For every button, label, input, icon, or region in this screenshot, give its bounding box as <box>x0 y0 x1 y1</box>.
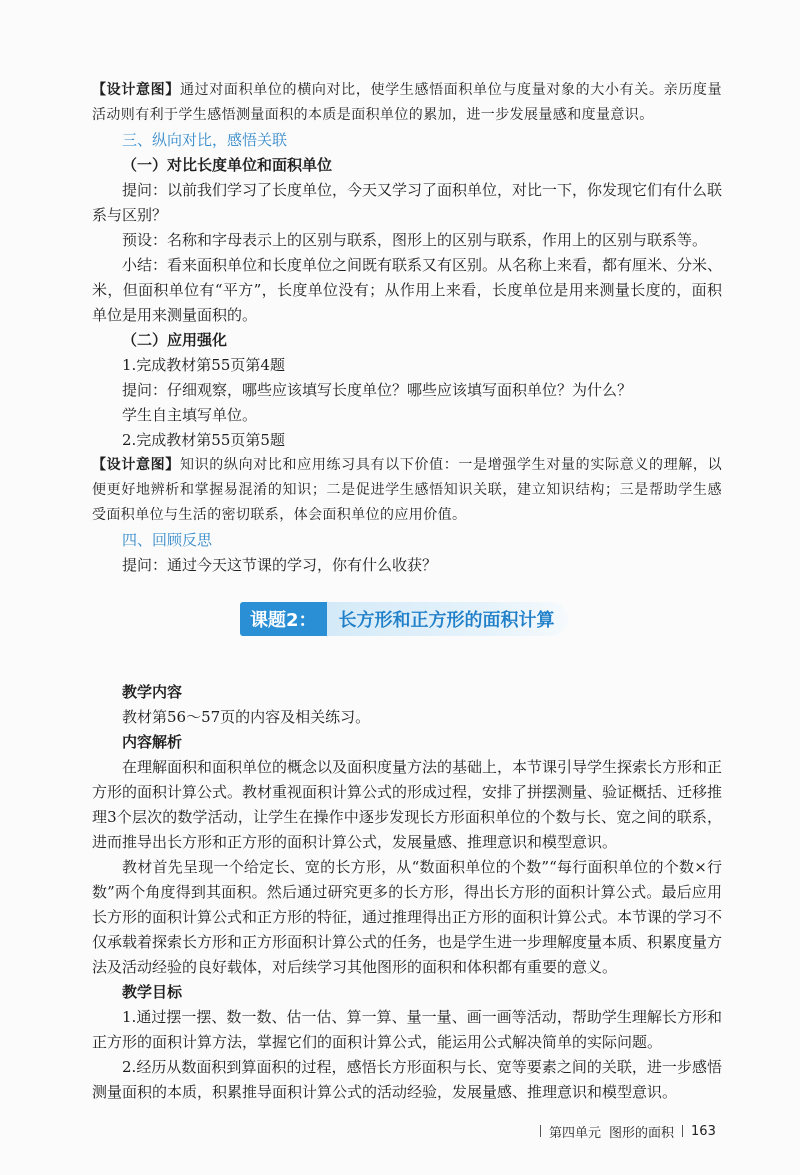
topic-title: 长方形和正方形的面积计算 <box>327 602 568 636</box>
paragraph-goal-1: 1.通过摆一摆、数一数、估一估、算一算、量一量、画一画等活动，帮助学生理解长方形和正方形的面积计算方法，掌握它们的面积计算公式，能运用公式解决简单的实际问题。 <box>92 1008 722 1051</box>
footer-divider <box>540 1125 541 1137</box>
footer-divider <box>682 1125 683 1137</box>
footer-unit: 第四单元 <box>549 1125 602 1141</box>
design-intent-tag: 【设计意图】 <box>92 457 180 473</box>
paragraph-preset: 预设：名称和字母表示上的区别与联系，图形上的区别与联系，作用上的区别与联系等。 <box>122 231 708 249</box>
design-intent-1 <box>92 78 722 128</box>
page-number: 163 <box>691 1123 716 1139</box>
section-heading-review: 四、回顾反思 <box>122 531 213 549</box>
lesson-content <box>92 680 722 1105</box>
footer-chapter: 图形的面积 <box>609 1125 675 1141</box>
upper-content <box>92 78 722 578</box>
paragraph-exercise-5: 2.完成教材第55页第5题 <box>122 431 285 449</box>
design-intent-2 <box>92 453 722 528</box>
heading-teaching-goals: 教学目标 <box>122 983 183 1001</box>
topic-banner <box>240 602 568 636</box>
paragraph-analysis-2: 教材首先呈现一个给定长、宽的长方形，从“数面积单位的个数”“每行面积单位的个数×行数”两个角度得到其面积。然后通过研究更多的长方形，得出长方形的面积计算公式。最后应用长方形的面积计算公式和正方形的特征，通过推理得出正方形的面积计算公式。本节课的学习不仅承载着探索长方形和正方形面积计算公式的任务，也是学生进一步理解度量本质、积累度量方法及活动经验的良好载体，对后续学习其他图形的面积和体积都有重要的意义。 <box>92 858 723 976</box>
design-intent-text: 知识的纵向对比和应用练习具有以下价值：一是增强学生对量的实际意义的理解，以便更好地辨析和掌握易混淆的知识；二是促进学生感悟知识关联，建立知识结构；三是帮助学生感受面积单位与生活的密切联系，体会面积单位的应用价值。 <box>92 457 722 523</box>
paragraph-analysis-1: 在理解面积和面积单位的概念以及面积度量方法的基础上，本节课引导学生探索长方形和正方形的面积计算公式。教材重视面积计算公式的形成过程，安排了拼摆测量、验证概括、迁移推理3个层次的数学活动，让学生在操作中逐步发现长方形面积单位的个数与长、宽之间的联系，进而推导出长方形和正方形的面积计算公式，发展量感、推理意识和模型意识。 <box>92 758 723 851</box>
design-intent-text: 通过对面积单位的横向对比，使学生感悟面积单位与度量对象的大小有关。亲历度量活动则有利于学生感悟测量面积的本质是面积单位的累加，进一步发展量感和度量意识。 <box>92 82 722 123</box>
paragraph-teaching-content: 教材第56～57页的内容及相关练习。 <box>122 708 371 726</box>
paragraph-goal-2: 2.经历从数面积到算面积的过程，感悟长方形面积与长、宽等要素之间的关联，进一步感悟测量面积的本质，积累推导面积计算公式的活动经验，发展量感、推理意识和模型意识。 <box>92 1058 722 1101</box>
topic-label: 课题2： <box>240 602 327 636</box>
paragraph-question-2: 提问：仔细观察，哪些应该填写长度单位？哪些应该填写面积单位？为什么？ <box>122 381 633 399</box>
paragraph-question: 提问：以前我们学习了长度单位，今天又学习了面积单位，对比一下，你发现它们有什么联系与区别？ <box>92 181 723 224</box>
design-intent-tag: 【设计意图】 <box>92 82 180 98</box>
subheading-compare-units: （一）对比长度单位和面积单位 <box>122 156 333 174</box>
subheading-application: （二）应用强化 <box>122 331 228 349</box>
paragraph-exercise-4: 1.完成教材第55页第4题 <box>122 356 285 374</box>
section-heading-compare: 三、纵向对比，感悟关联 <box>122 131 288 149</box>
paragraph-review-question: 提问：通过今天这节课的学习，你有什么收获？ <box>122 556 438 574</box>
heading-content-analysis: 内容解析 <box>122 733 183 751</box>
paragraph-summary: 小结：看来面积单位和长度单位之间既有联系又有区别。从名称上来看，都有厘米、分米、米，但面积单位有“平方”，长度单位没有；从作用上来看，长度单位是用来测量长度的，面积单位是用来测量面积的。 <box>92 256 723 324</box>
paragraph-fill-units: 学生自主填写单位。 <box>122 406 258 424</box>
page-footer <box>540 1121 740 1141</box>
heading-teaching-content: 教学内容 <box>122 683 183 701</box>
